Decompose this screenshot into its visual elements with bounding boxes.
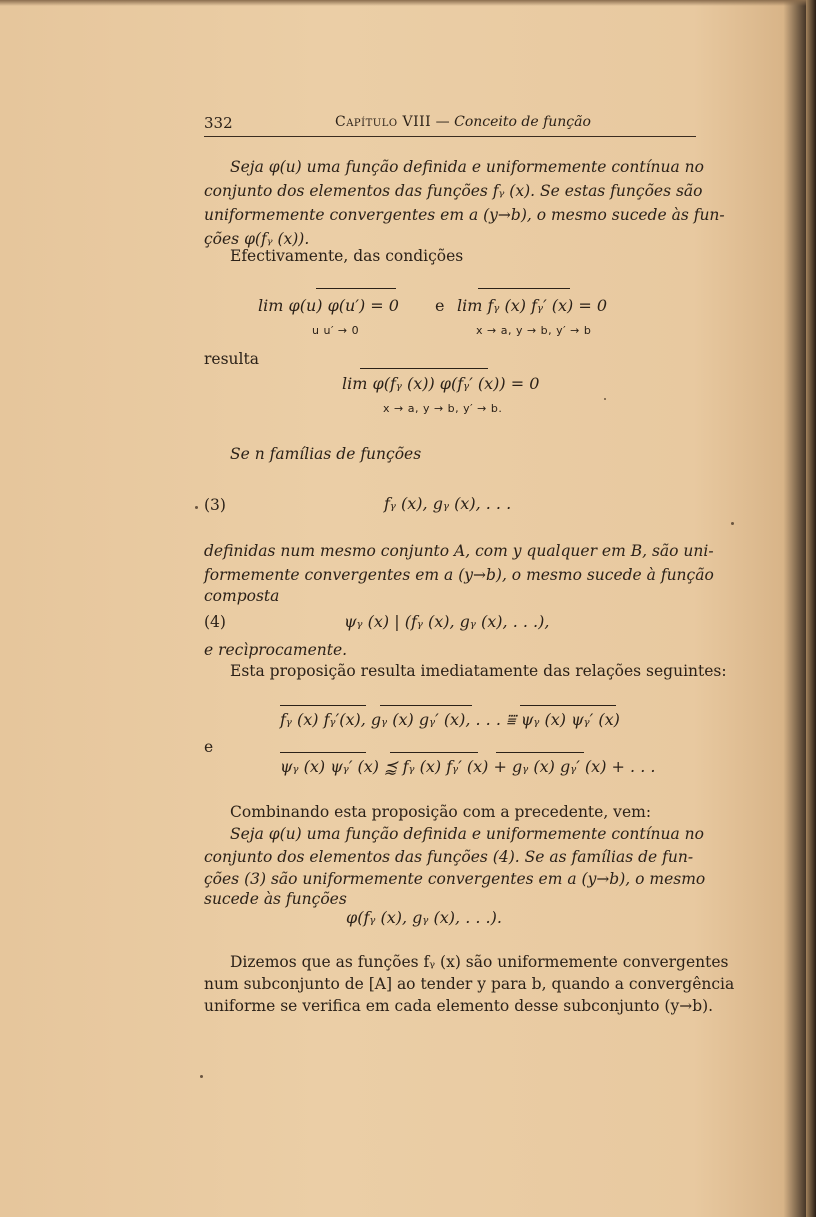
eq1-conjunction: e xyxy=(435,296,445,315)
theorem-3-line-1: Seja φ(u) uma função definida e uniformemente contínua no xyxy=(230,825,704,843)
header-rule xyxy=(204,136,696,137)
eq4-expr: ψᵧ (x) | (fᵧ (x), gᵧ (x), . . .), xyxy=(344,612,550,631)
eq5-conjunction: e xyxy=(204,738,214,756)
combining-intro: Combinando esta proposição com a precedente, vem: xyxy=(230,803,652,821)
theorem-1-line-4: ções φ(fᵧ (x)). xyxy=(204,230,310,248)
book-spine-edge xyxy=(806,0,816,1217)
eq4-label: (4) xyxy=(204,613,226,631)
eq1-left-overline xyxy=(316,288,396,289)
header-separator: — xyxy=(431,114,455,130)
eq5-l1-overline-a xyxy=(280,705,366,706)
eq5-l1-overline-b xyxy=(380,705,472,706)
reciprocal-note: e recìprocamente. xyxy=(204,641,348,659)
eq1-right-limit: x → a, y → b, y′ → b xyxy=(476,324,592,337)
proof-intro: Efectivamente, das condições xyxy=(230,247,464,265)
paper-speck xyxy=(200,1075,203,1078)
eq2-overline xyxy=(360,368,488,369)
running-header xyxy=(335,114,591,130)
page-number: 332 xyxy=(204,114,233,132)
theorem-3-line-3: ções (3) são uniformemente convergentes em a (y→b), o mesmo xyxy=(204,870,706,888)
eq2-main: lim φ(fᵧ (x)) φ(fᵧ′ (x)) = 0 xyxy=(342,374,540,393)
theorem-3-line-2: conjunto dos elementos das funções (4). Se as famílias de fun- xyxy=(204,848,694,866)
theorem-3-line-4: sucede às funções xyxy=(204,890,347,908)
theorem-2-line-2: formemente convergentes em a (y→b), o mesmo sucede à função xyxy=(204,566,714,584)
eq1-left: lim φ(u) φ(u′) = 0 xyxy=(258,296,399,315)
eq3-expr: fᵧ (x), gᵧ (x), . . . xyxy=(384,494,512,513)
eq5-line-1: fᵧ (x) fᵧ′(x), gᵧ (x) gᵧ′ (x), . . . ⩸ ψᵧ (x) ψᵧ′ (x) xyxy=(280,710,620,729)
eq5-l2-overline-a xyxy=(280,752,366,753)
eq5-l1-overline-c xyxy=(520,705,616,706)
paper-speck xyxy=(195,506,198,509)
page-top-edge xyxy=(0,0,816,6)
theorem-1-line-3: uniformemente convergentes em a (y→b), o mesmo sucede às fun- xyxy=(204,206,725,224)
families-intro: Se n famílias de funções xyxy=(230,445,422,463)
resulta-label: resulta xyxy=(204,350,259,368)
chapter-title: Conceito de função xyxy=(454,114,591,130)
eq1-left-limit: u u′ → 0 xyxy=(312,324,360,337)
eq3-label: (3) xyxy=(204,496,226,514)
eq5-l2-overline-b xyxy=(390,752,478,753)
relations-intro: Esta proposição resulta imediatamente das relações seguintes: xyxy=(230,662,727,680)
definition-line-1: Dizemos que as funções fᵧ (x) são uniformemente convergentes xyxy=(230,953,729,971)
theorem-1-line-2: conjunto dos elementos das funções fᵧ (x). Se estas funções são xyxy=(204,182,703,200)
eq5-l2-overline-c xyxy=(496,752,584,753)
theorem-1-line-1: Seja φ(u) uma função definida e uniformemente contínua no xyxy=(230,158,704,176)
eq1-right: lim fᵧ (x) fᵧ′ (x) = 0 xyxy=(457,296,608,315)
paper-speck xyxy=(731,522,734,525)
paper-speck xyxy=(604,398,606,400)
eq1-right-overline xyxy=(478,288,570,289)
theorem-2-line-3: composta xyxy=(204,587,280,605)
theorem-2-line-1: definidas num mesmo conjunto A, com y qualquer em B, são uni- xyxy=(204,542,714,560)
eq2-limit: x → a, y → b, y′ → b. xyxy=(383,402,503,415)
chapter-label: Capítulo VIII xyxy=(335,114,432,130)
definition-line-3: uniforme se verifica em cada elemento desse subconjunto (y→b). xyxy=(204,997,714,1015)
eq6-expr: φ(fᵧ (x), gᵧ (x), . . .). xyxy=(346,908,502,927)
definition-line-2: num subconjunto de [A] ao tender y para b, quando a convergência xyxy=(204,975,735,993)
eq5-line-2: ψᵧ (x) ψᵧ′ (x) ⪷ fᵧ (x) fᵧ′ (x) + gᵧ (x) gᵧ′ (x) + . . . xyxy=(280,757,656,776)
